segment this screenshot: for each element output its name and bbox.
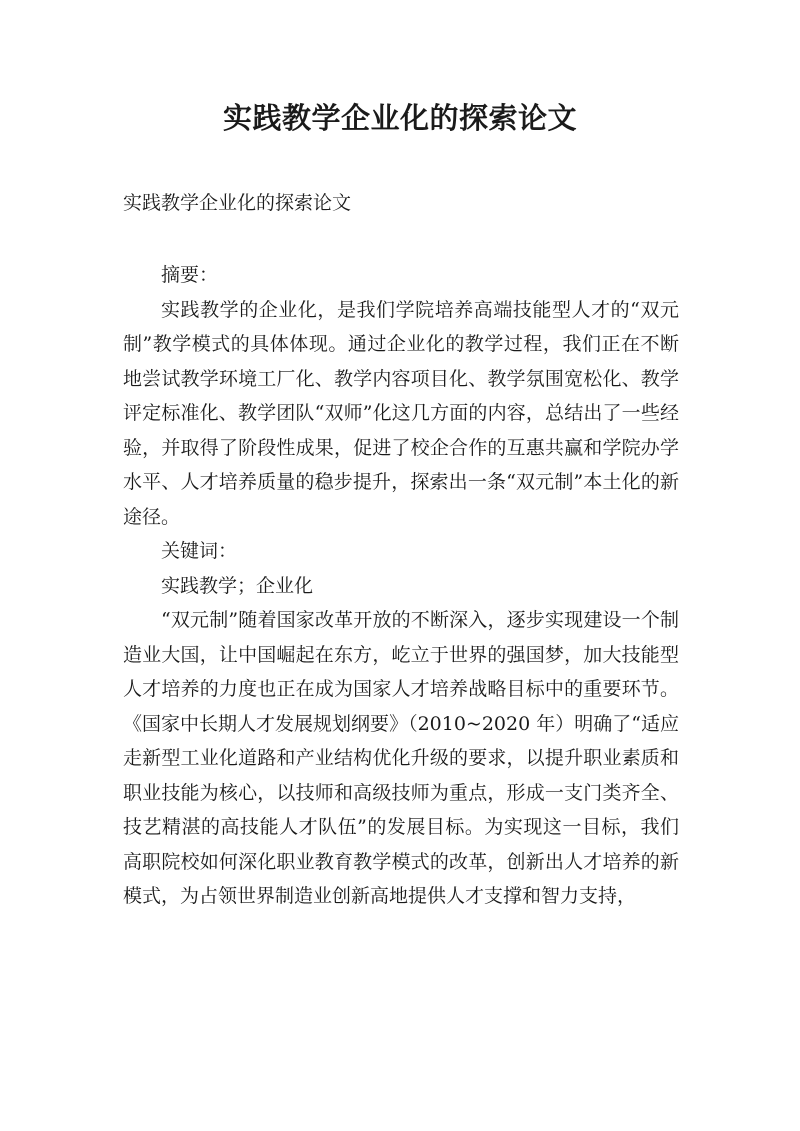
- document-title: 实践教学企业化的探索论文: [222, 101, 577, 135]
- abstract-label: 摘要：: [161, 264, 219, 286]
- keywords-label: 关键词：: [161, 540, 238, 562]
- abstract-paragraph: 实践教学的企业化，是我们学院培养高端技能型人才的“双元制”教学模式的具体体现。通过企业化的教学过程，我们正在不断地尝试教学环境工厂化、教学内容项目化、教学氛围宽松化、教学评定标准化、教学团队“双师”化这几方面的内容，总结出了一些经验，并取得了阶段性成果，促进了校企合作的互惠共赢和学院办学水平、人才培养质量的稳步提升，探索出一条“双元制”本土化的新途径。: [123, 298, 679, 528]
- body-paragraph: “双元制”随着国家改革开放的不断深入，逐步实现建设一个制造业大国，让中国崛起在东方，屹立于世界的强国梦，加大技能型人才培养的力度也正在成为国家人才培养战略目标中的重要环节。《国家中长期人才发展规划纲要》（2010~2020 年）明确了“适应走新型工业化道路和产业结构优化升级的要求，以提升职业素质和职业技能为核心，以技师和高级技师为重点，形成一支门类齐全、技艺精湛的高技能人才队伍”的发展目标。为实现这一目标，我们高职院校如何深化职业教育教学模式的改革，创新出人才培养的新模式，为占领世界制造业创新高地提供人才支撑和智力支持，: [123, 609, 679, 907]
- document-body: [123, 258, 679, 914]
- document-subtitle: 实践教学企业化的探索论文: [123, 192, 352, 214]
- keywords-value: 实践教学；企业化: [161, 574, 314, 597]
